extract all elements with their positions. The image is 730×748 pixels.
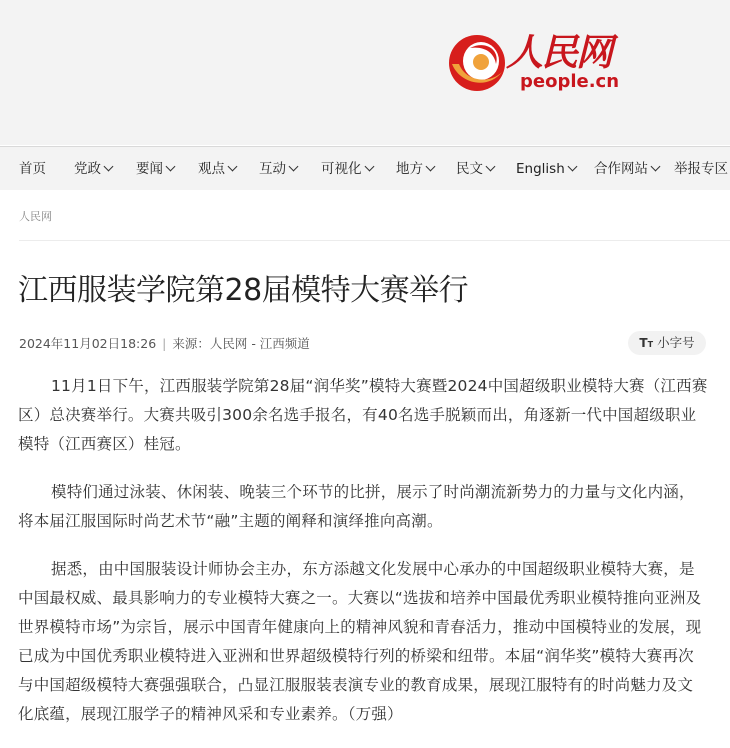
paragraph: 模特们通过泳装、休闲装、晚装三个环节的比拼，展示了时尚潮流新势力的力量与文化内涵，将本届江服国际时尚艺术节“融”主题的阐释和演绎推向高潮。 bbox=[18, 483, 695, 530]
logo-text-en: people.cn bbox=[520, 71, 620, 92]
nav-item-report[interactable]: 举报专区 bbox=[674, 161, 728, 177]
font-size-label: 小字号 bbox=[657, 335, 695, 350]
nav-item-english[interactable]: English bbox=[516, 147, 576, 191]
site-header bbox=[0, 0, 730, 145]
chevron-down-icon bbox=[486, 162, 496, 172]
chevron-down-icon bbox=[651, 162, 661, 172]
chevron-down-icon bbox=[426, 162, 436, 172]
divider bbox=[19, 240, 730, 241]
people-logo[interactable] bbox=[446, 28, 621, 98]
paragraph: 据悉，由中国服装设计师协会主办，东方添越文化发展中心承办的中国超级职业模特大赛，是中国最权威、最具影响力的专业模特大赛之一。大赛以“选拔和培养中国最优秀职业模特推向亚洲及世界模特市场”为宗旨，展示中国青年健康向上的精神风貌和青春活力，推动中国模特业的发展，现已成为中国优秀职业模特进入亚洲和世界超级模特行列的桥梁和纽带。本届“润华奖”模特大赛再次与中国超级模特大赛强强联合，凸显江服服装表演专业的教育成果，展现江服特有的时尚魅力及文化底蕴，展现江服学子的精神风采和专业素养。（万强） bbox=[18, 560, 702, 723]
chevron-down-icon bbox=[567, 162, 577, 172]
breadcrumb[interactable]: 人民网 bbox=[19, 210, 52, 223]
nav-item-party[interactable]: 党政 bbox=[74, 147, 112, 191]
nav-item-local[interactable]: 地方 bbox=[396, 147, 434, 191]
chevron-down-icon bbox=[289, 162, 299, 172]
nav-item-interact[interactable]: 互动 bbox=[259, 147, 297, 191]
main-nav bbox=[0, 146, 730, 190]
publish-date: 2024年11月02日18:26 bbox=[19, 336, 157, 351]
logo-swirl-icon bbox=[446, 28, 508, 94]
article-body bbox=[18, 372, 708, 748]
source-link[interactable]: 人民网 - 江西频道 bbox=[209, 336, 310, 351]
page-title: 江西服装学院第28届模特大赛举行 bbox=[18, 273, 469, 308]
chevron-down-icon bbox=[166, 162, 176, 172]
nav-item-ethnic[interactable]: 民文 bbox=[456, 147, 494, 191]
source-label: 来源： bbox=[172, 336, 210, 351]
font-size-toggle[interactable] bbox=[628, 331, 706, 355]
nav-item-opinion[interactable]: 观点 bbox=[198, 147, 236, 191]
nav-item-home[interactable]: 首页 bbox=[19, 161, 46, 177]
text-size-icon: TT bbox=[639, 336, 654, 350]
paragraph: 11月1日下午，江西服装学院第28届“润华奖”模特大赛暨2024中国超级职业模特大赛（江西赛区）总决赛举行。大赛共吸引300余名选手报名，有40名选手脱颖而出，角逐新一代中国超级职业模特（江西赛区）桂冠。 bbox=[18, 377, 708, 453]
nav-item-visual[interactable]: 可视化 bbox=[321, 147, 373, 191]
nav-item-partners[interactable]: 合作网站 bbox=[594, 147, 659, 191]
chevron-down-icon bbox=[364, 162, 374, 172]
logo-text-cn: 人民网 bbox=[506, 30, 611, 74]
chevron-down-icon bbox=[228, 162, 238, 172]
nav-item-news[interactable]: 要闻 bbox=[136, 147, 174, 191]
article-meta: 2024年11月02日18:26 | 来源：人民网 - 江西频道 bbox=[19, 336, 310, 351]
chevron-down-icon bbox=[104, 162, 114, 172]
